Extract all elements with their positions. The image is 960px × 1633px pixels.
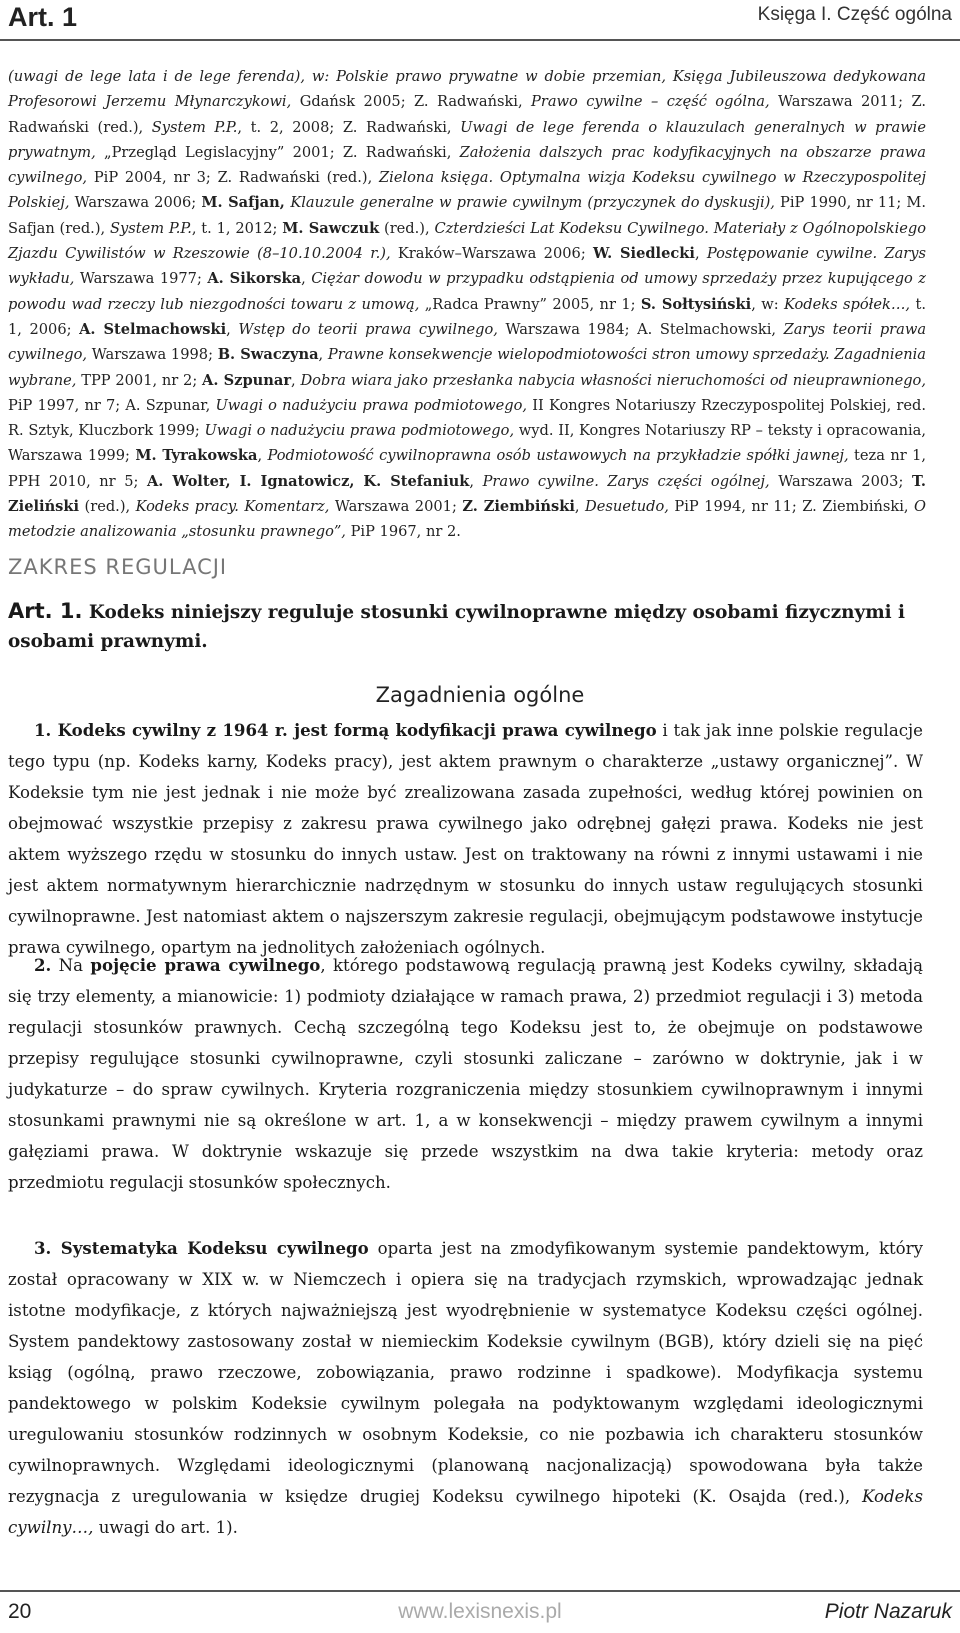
- paragraph-2-number: 2.: [34, 955, 52, 975]
- paragraph-3: 3. Systematyka Kodeksu cywilnego oparta jest na zmodyfikowanym systemie pandektowym, który został opracowany w XIX w. w Niemczech i opiera się na tradycjach rzymskich, wprowadzając jednak istotne modyfikacje, z których najważniejszą jest wyodrębnienie w systematyce Kodeksu części ogólnej. System pandektowy zastosowany został w niemieckim Kodeksie cywilnym (BGB), który dzieli się na pięć ksiąg (ogólną, prawo rzeczowe, zobowiązania, prawo rodzinne i spadkowe). Modyfikacja systemu pandektowego w polskim Kodeksie cywilnym polegała na podyktowanym względami ideologicznymi uregulowaniu stosunków rodzinnych w osobnym Kodeksie, co nie pozbawia ich charakteru stosunków cywilnoprawnych. Względami ideologicznymi (planowaną nacjonalizacją) spowodowana była także rezygnacja z uregulowania w księdze drugiej Kodeksu cywilnego hipoteki (K. Osajda (red.), Kodeks cywilny…, uwagi do art. 1).: [8, 1238, 923, 1537]
- article-1-body: Kodeks niniejszy reguluje stosunki cywilnoprawne między osobami fizycznymi i osobami prawnymi.: [8, 602, 906, 652]
- article-1-label: Art. 1.: [8, 599, 83, 623]
- paragraph-3-body: oparta jest na zmodyfikowanym systemie pandektowym, który został opracowany w XIX w. w Niemczech i opiera się na tradycjach rzymskich, wprowadzając jednak istotne modyfikacje, z których najważniejszą jest wyodrębnienie w systematyce Kodeksu części ogólnej. System pandektowy zastosowany został w niemieckim Kodeksie cywilnym (BGB), który dzieli się na pięć ksiąg (ogólną, prawo rzeczowe, zobowiązania, prawo rodzinne i spadkowe). Modyfikacja systemu pandektowego w polskim Kodeksie cywilnym polegała na podyktowanym względami ideologicznymi uregulowaniu stosunków rodzinnych w osobnym Kodeksie, co nie pozbawia ich charakteru stosunków cywilnoprawnych. Względami ideologicznymi (planowaną nacjonalizacją) spowodowana była także rezygnacja z uregulowania w księdze drugiej Kodeksu cywilnego hipoteki (K. Osajda (red.),: [8, 1239, 923, 1506]
- author-name: Piotr Nazaruk: [824, 1600, 952, 1623]
- book-part-header: Księga I. Część ogólna: [757, 4, 952, 25]
- paragraph-3-lead: 3. Systematyka Kodeksu cywilnego: [34, 1238, 369, 1258]
- subheading: Zagadnienia ogólne: [375, 683, 585, 707]
- paragraph-1-body: i tak jak inne polskie regulacje tego typu (np. Kodeks karny, Kodeks pracy), jest aktem prawnym o charakterze „ustawy organicznej”. W Kodeksie tym nie jest jednak i nie może być zrealizowana zasada zupełności, według której powinien on obejmować wszystkie przepisy z zakresu prawa cywilnego jako odrębnej gałęzi prawa. Kodeks nie jest aktem wyższego rzędu w stosunku do innych ustaw. Jest on traktowany na równi z innymi ustawami i nie jest aktem normatywnym hierarchicznie nadrzędnym w stosunku do innych ustaw regulujących stosunki cywilnoprawne. Jest natomiast aktem o najszerszym zakresie regulacji, obejmującym podstawowe instytucje prawa cywilnego, opartym na jednolitych założeniach ogólnych.: [8, 721, 923, 957]
- paragraph-2: 2. Na pojęcie prawa cywilnego, którego podstawową regulacją prawną jest Kodeks cywilny, składają się trzy elementy, a mianowicie: 1) podmioty działające w ramach prawa, 2) przedmiot regulacji i 3) metoda regulacji stosunków prawnych. Cechą szczególną tego Kodeksu jest to, że obejmuje on podstawowe przepisy regulujące stosunki cywilnoprawne, czyli stosunki zaliczane – zarówno w doktrynie, jak i w judykaturze – do spraw cywilnych. Kryteria rozgraniczenia między stosunkiem cywilnoprawnym i innymi stosunkami prawnymi nie są określone w art. 1, a w konsekwencji – między prawem cywilnym a innymi gałęziami prawa. W doktrynie wskazuje się przede wszystkim na dwa takie kryteria: metody oraz przedmiotu regulacji stosunków społecznych.: [8, 955, 923, 1192]
- paragraph-1-lead: 1. Kodeks cywilny z 1964 r. jest formą kodyfikacji prawa cywilnego: [34, 720, 657, 740]
- page-number: 20: [8, 1600, 32, 1623]
- literature-list: (uwagi de lege lata i de lege ferenda), w: Polskie prawo prywatne w dobie przemian, Księga Jubileuszowa dedykowana Profesorowi Jerzemu Młynarczykowi, Gdańsk 2005; Z. Radwański, Prawo cywilne – część ogólna, Warszawa 2011; Z. Radwański (red.), System P.P., t. 2, 2008; Z. Radwański, Uwagi de lege ferenda o klauzulach generalnych w prawie prywatnym, „Przegląd Legislacyjny” 2001; Z. Radwański, Założenia dalszych prac kodyfikacyjnych na obszarze prawa cywilnego, PiP 2004, nr 3; Z. Radwański (red.), Zielona księga. Optymalna wizja Kodeksu cywilnego w Rzeczypospolitej Polskiej, Warszawa 2006; M. Safjan, Klauzule generalne w prawie cywilnym (przyczynek do dyskusji), PiP 1990, nr 11; M. Safjan (red.), System P.P., t. 1, 2012; M. Sawczuk (red.), Czterdzieści Lat Kodeksu Cywilnego. Materiały z Ogólnopolskiego Zjazdu Cywilistów w Rzeszowie (8–10.10.2004 r.), Kraków–Warszawa 2006; W. Siedlecki, Postępowanie cywilne. Zarys wykładu, Warszawa 1977; A. Sikorska, Ciężar dowodu w przypadku odstąpienia od umowy sprzedaży przez kupującego z powodu wad rzeczy lub niezgodności towaru z umową, „Radca Prawny” 2005, nr 1; S. Sołtysiński, w: Kodeks spółek…, t. 1, 2006; A. Stelmachowski, Wstęp do teorii prawa cywilnego, Warszawa 1984; A. Stelmachowski, Zarys teorii prawa cywilnego, Warszawa 1998; B. Swaczyna, Prawne konsekwencje wielopodmiotowości stron umowy sprzedaży. Zagadnienia wybrane, TPP 2001, nr 2; A. Szpunar, Dobra wiara jako przesłanka nabycia własności nieruchomości od nieuprawnionego, PiP 1997, nr 7; A. Szpunar, Uwagi o nadużyciu prawa podmiotowego, II Kongres Notariuszy Rzeczypospolitej Polskiej, red. R. Sztyk, Kluczbork 1999; Uwagi o nadużyciu prawa podmiotowego, wyd. II, Kongres Notariuszy RP – teksty i opracowania, Warszawa 1999; M. Tyrakowska, Podmiotowość cywilnoprawna osób ustawowych na przykładzie spółki jawnej, teza nr 1, PPH 2010, nr 5; A. Wolter, I. Ignatowicz, K. Stefaniuk, Prawo cywilne. Zarys części ogólnej, Warszawa 2003; T. Zieliński (red.), Kodeks pracy. Komentarz, Warszawa 2001; Z. Ziembiński, Desuetudo, PiP 1994, nr 11; Z. Ziembiński, O metodzie analizowania „stosunku prawnego”, PiP 1967, nr 2.: [8, 68, 927, 541]
- paragraph-2-body: , którego podstawową regulacją prawną jest Kodeks cywilny, składają się trzy elementy, a mianowicie: 1) podmioty działające w ramach prawa, 2) przedmiot regulacji i 3) metoda regulacji stosunków prawnych. Cechą szczególną tego Kodeksu jest to, że obejmuje on podstawowe przepisy regulujące stosunki cywilnoprawne, czyli stosunki zaliczane – zarówno w doktrynie, jak i w judykaturze – do spraw cywilnych. Kryteria rozgraniczenia między stosunkiem cywilnoprawnym i innymi stosunkami prawnymi nie są określone w art. 1, a w konsekwencji – między prawem cywilnym a innymi gałęziami prawa. W doktrynie wskazuje się przede wszystkim na dwa takie kryteria: metody oraz przedmiotu regulacji stosunków społecznych.: [8, 956, 923, 1192]
- page-footer: [0, 1590, 960, 1630]
- paragraph-3-citation: Kodeks cywilny…,: [8, 1487, 923, 1537]
- article-1-text: [8, 597, 923, 656]
- footer-rule: [0, 1590, 960, 1592]
- paragraph-2-key-term: pojęcie prawa cywilnego: [90, 955, 321, 975]
- article-number-header: Art. 1: [8, 2, 78, 32]
- section-title: ZAKRES REGULACJI: [8, 555, 228, 579]
- page-header: [0, 0, 960, 38]
- header-rule: [0, 39, 960, 41]
- publisher-website: www.lexisnexis.pl: [398, 1600, 562, 1623]
- paragraph-1: [8, 715, 923, 963]
